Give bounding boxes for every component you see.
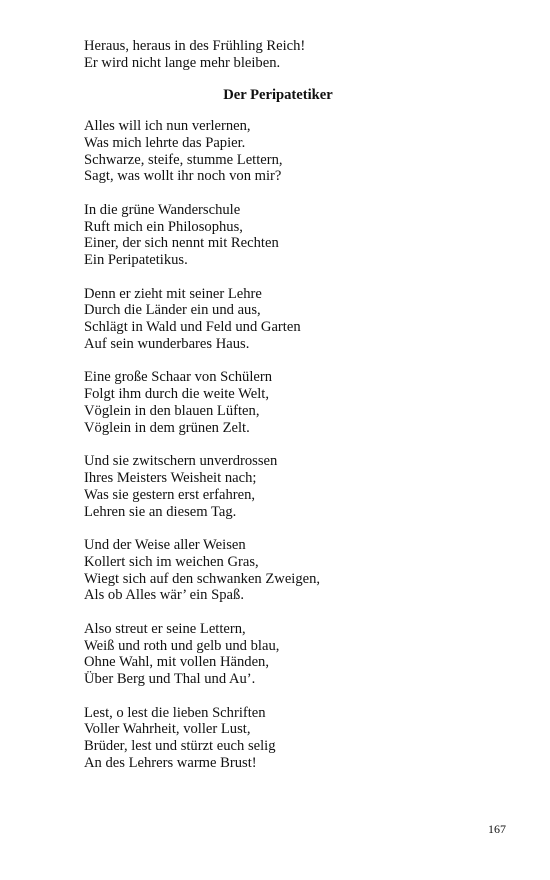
verse-line: Ruft mich ein Philosophus, [84, 218, 243, 235]
opening-stanza [84, 38, 484, 72]
verse-line: Ein Peripatetikus. [84, 252, 188, 269]
verse-line: Über Berg und Thal und Au’. [84, 671, 256, 688]
verse-line: Brüder, lest und stürzt euch selig [84, 738, 276, 755]
verse-line: Denn er zieht mit seiner Lehre [84, 285, 262, 302]
verse-line: Weiß und roth und gelb und blau, [84, 637, 280, 654]
verse-line: Vöglein in dem grünen Zelt. [84, 419, 250, 436]
verse-line: Als ob Alles wär’ ein Spaß. [84, 587, 244, 604]
verse-line: Durch die Länder ein und aus, [84, 302, 261, 319]
verse-line: Lest, o lest die lieben Schriften [84, 704, 266, 721]
verse-line: Voller Wahrheit, voller Lust, [84, 721, 251, 738]
verse-line: Vöglein in den blauen Lüften, [84, 403, 260, 420]
verse-line: Was mich lehrte das Papier. [84, 134, 246, 151]
stanza-3 [84, 286, 484, 353]
verse-line: Lehren sie an diesem Tag. [84, 503, 237, 520]
page-text [84, 38, 484, 772]
verse-line: Heraus, heraus in des Frühling Reich! [84, 38, 306, 54]
verse-line: Schlägt in Wald und Feld und Garten [84, 319, 301, 336]
verse-line: Einer, der sich nennt mit Rechten [84, 235, 279, 252]
stanza-4 [84, 369, 484, 436]
verse-line: Was sie gestern erst erfahren, [84, 486, 256, 503]
verse-line: Alles will ich nun verlernen, [84, 118, 251, 135]
verse-line: Ihres Meisters Weisheit nach; [84, 470, 257, 487]
page-number: 167 [488, 822, 506, 836]
stanza-5 [84, 453, 484, 520]
verse-line: Kollert sich im weichen Gras, [84, 553, 259, 570]
verse-line: An des Lehrers warme Brust! [84, 754, 257, 771]
verse-line: Er wird nicht lange mehr bleiben. [84, 54, 281, 71]
stanza-2 [84, 202, 484, 269]
verse-line: Schwarze, steife, stumme Lettern, [84, 151, 283, 168]
stanza-6 [84, 537, 484, 604]
verse-line: Eine große Schaar von Schülern [84, 369, 273, 386]
verse-line: Folgt ihm durch die weite Welt, [84, 386, 270, 403]
poem-title: Der Peripatetiker [223, 86, 333, 103]
verse-line: Wiegt sich auf den schwanken Zweigen, [84, 570, 321, 587]
verse-line: Ohne Wahl, mit vollen Händen, [84, 654, 269, 671]
verse-line: Auf sein wunderbares Haus. [84, 336, 250, 353]
verse-line: Sagt, was wollt ihr noch von mir? [84, 168, 282, 185]
verse-line: Und der Weise aller Weisen [84, 537, 246, 553]
stanza-1 [84, 118, 484, 185]
verse-line: Und sie zwitschern unverdrossen [84, 453, 278, 470]
stanza-8 [84, 705, 484, 772]
stanza-7 [84, 621, 484, 688]
verse-line: In die grüne Wanderschule [84, 201, 241, 218]
verse-line: Also streut er seine Lettern, [84, 620, 246, 637]
